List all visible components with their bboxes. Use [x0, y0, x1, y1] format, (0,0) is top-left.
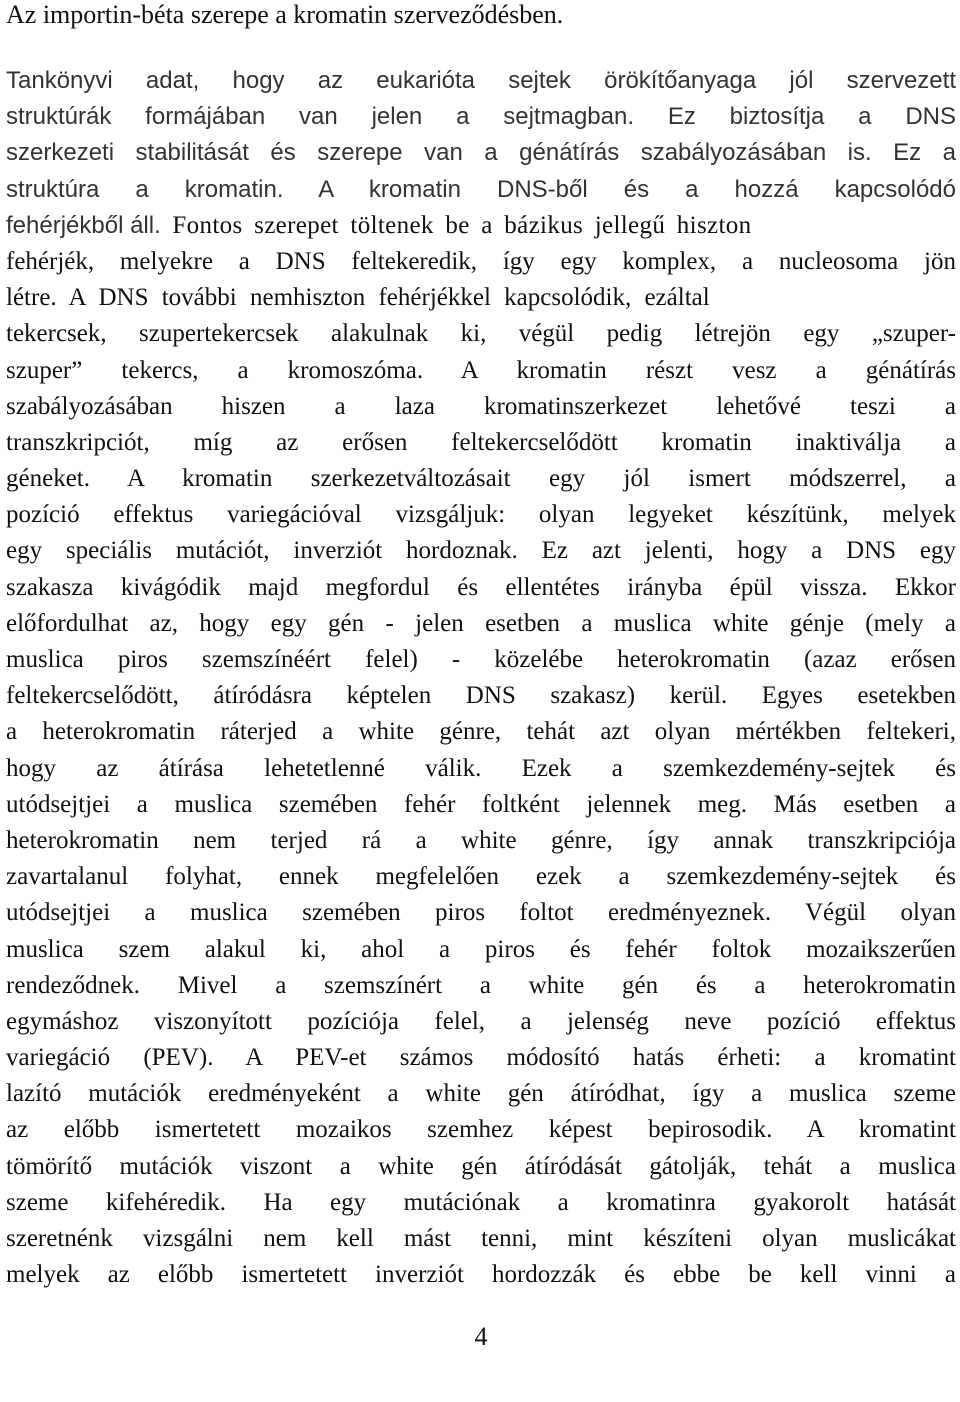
text-line: muslica piros szemszínéért felel) - közelébe heterokromatin (azaz erősen	[6, 646, 956, 673]
text-line: muslica szem alakul ki, ahol a piros és fehér foltok mozaikszerűen	[6, 935, 956, 963]
text-line-mixed	[6, 280, 956, 316]
text-fragment: fehérjékből áll.	[6, 211, 161, 239]
text-line: zavartalanul folyhat, ennek megfelelően ezek a szemkezdemény-sejtek és	[6, 863, 956, 891]
text-line: előfordulhat az, hogy egy gén - jelen esetben a muslica white génje (mely a	[6, 609, 956, 637]
text-fragment: A DNS további nemhiszton fehérjékkel kapcsolódik, ezáltal	[56, 284, 710, 312]
text-line: szakasza kivágódik majd megfordul és ellentétes irányba épül vissza. Ekkor	[6, 573, 956, 601]
text-line: utódsejtjei a muslica szemében fehér foltként jelennek meg. Más esetben a	[6, 790, 956, 818]
text-line: utódsejtjei a muslica szemében piros foltot eredményeznek. Végül olyan	[6, 899, 956, 927]
text-line: egy speciális mutációt, inverziót hordoznak. Ez azt jelenti, hogy a DNS egy	[6, 537, 956, 565]
body-paragraph	[6, 63, 956, 1402]
text-line: az előbb ismertetett mozaikos szemhez képest bepirosodik. A kromatint	[6, 1116, 956, 1144]
text-line: szeretnénk vizsgálni nem kell mást tenni, mint készíteni olyan muslicákat	[6, 1225, 956, 1252]
text-line: transzkripciót, míg az erősen feltekercselődött kromatin inaktiválja a	[6, 428, 956, 456]
text-line: struktúrák formájában van jelen a sejtmagban. Ez biztosítja a DNS	[6, 103, 956, 131]
text-line: szerkezeti stabilitását és szerepe van a génátírás szabályozásában is. Ez a	[6, 139, 956, 167]
text-line: szabályozásában hiszen a laza kromatinszerkezet lehetővé teszi a	[6, 392, 956, 420]
document-title: Az importin-béta szerepe a kromatin szerveződésben.	[6, 0, 564, 29]
text-line: szeme kifehéredik. Ha egy mutációnak a kromatinra gyakorolt hatását	[6, 1188, 956, 1216]
text-fragment: Fontos szerepet töltenek be a bázikus jellegű hiszton	[160, 211, 752, 239]
text-line: tekercsek, szupertekercsek alakulnak ki, végül pedig létrejön egy „szuper-	[6, 320, 956, 348]
text-line: rendeződnek. Mivel a szemszínért a white gén és a heterokromatin	[6, 971, 956, 999]
text-line: tömörítő mutációk viszont a white gén átíródását gátolják, tehát a muslica	[6, 1152, 956, 1180]
text-line: géneket. A kromatin szerkezetváltozásait egy jól ismert módszerrel, a	[6, 465, 956, 493]
text-line: pozíció effektus variegációval vizsgáljuk: olyan legyeket készítünk, melyek	[6, 501, 956, 529]
text-line-mixed	[6, 208, 956, 244]
text-line: struktúra a kromatin. A kromatin DNS-ből és a hozzá kapcsolódó	[6, 175, 956, 203]
text-line: lazító mutációk eredményeként a white gén átíródhat, így a muslica szeme	[6, 1080, 956, 1108]
text-line	[6, 1366, 956, 1402]
text-line: fehérjék, melyekre a DNS feltekeredik, így egy komplex, a nucleosoma jön	[6, 247, 956, 275]
document-page	[6, 0, 956, 1355]
text-line: szuper” tekercs, a kromoszóma. A kromatin részt vesz a génátírás	[6, 356, 956, 384]
text-line: Tankönyvi adat, hogy az eukarióta sejtek örökítőanyaga jól szervezett	[6, 67, 956, 94]
text-fragment: létre.	[6, 284, 57, 312]
text-line: egymáshoz viszonyított pozíciója felel, a jelenség neve pozíció effektus	[6, 1007, 956, 1035]
text-line: a heterokromatin ráterjed a white génre, tehát azt olyan mértékben feltekeri,	[6, 718, 956, 746]
text-line: heterokromatin nem terjed rá a white génre, így annak transzkripciója	[6, 826, 956, 854]
text-line: feltekercselődött, átíródásra képtelen DNS szakasz) kerül. Egyes esetekben	[6, 682, 956, 710]
text-line: hogy az átírása lehetetlenné válik. Ezek a szemkezdemény-sejtek és	[6, 754, 956, 782]
text-line: melyek az előbb ismertetett inverziót hordozzák és ebbe be kell vinni a	[6, 1261, 956, 1289]
text-line: variegáció (PEV). A PEV-et számos módosító hatás érheti: a kromatint	[6, 1044, 956, 1072]
page-number: 4	[474, 1322, 488, 1351]
